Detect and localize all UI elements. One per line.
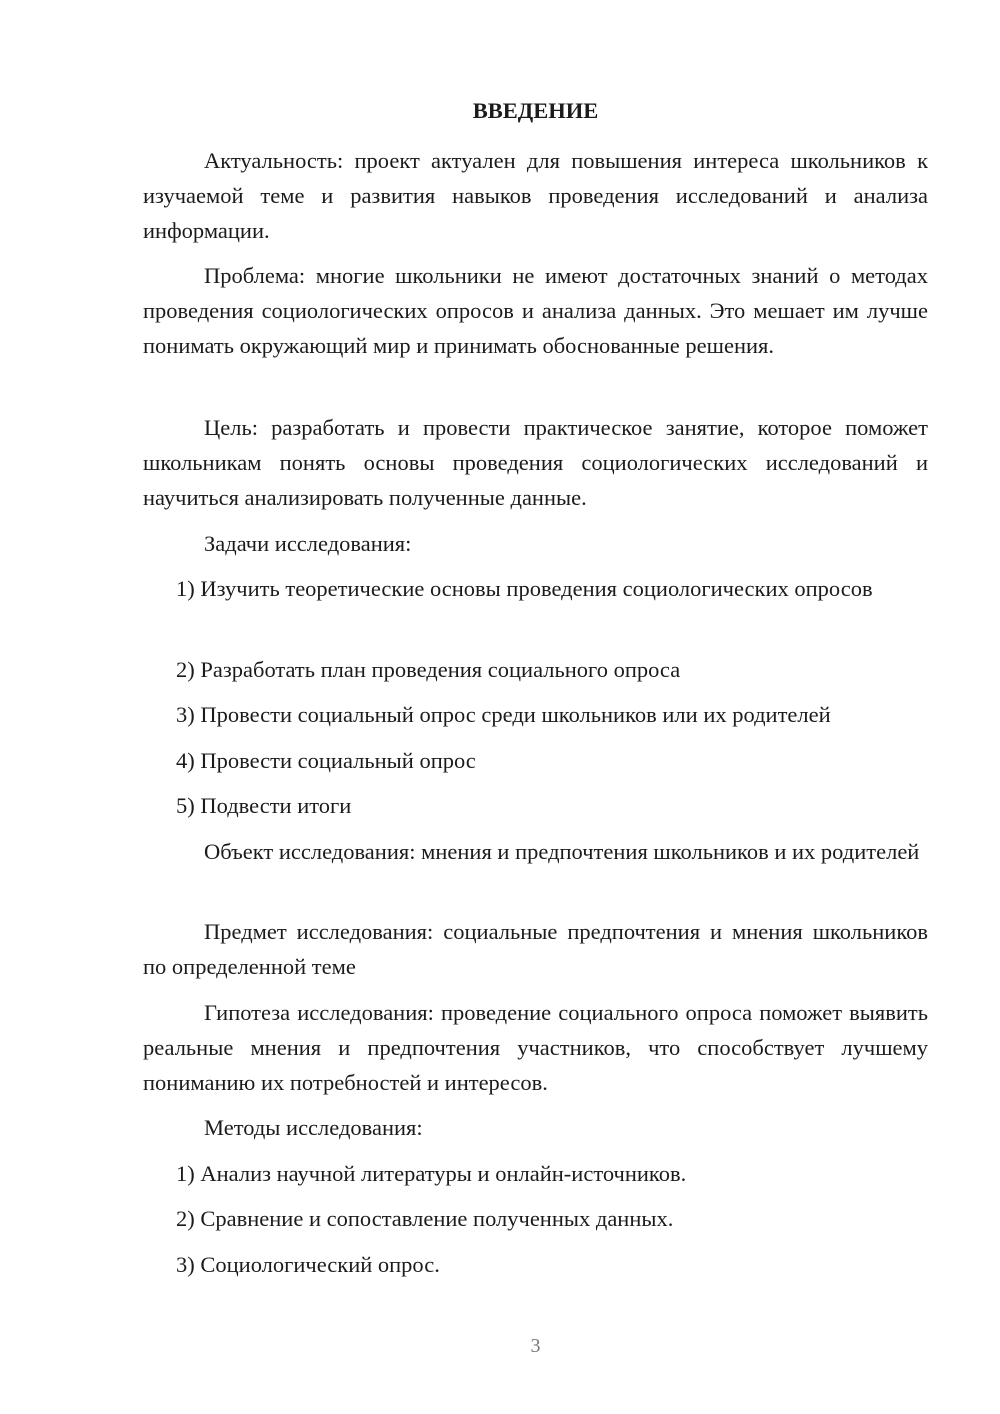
method-item: 3) Социологический опрос.	[176, 1252, 440, 1277]
method-item: 2) Сравнение и сопоставление полученных данных.	[176, 1206, 674, 1231]
goal-paragraph: Цель: разработать и провести практическое занятие, которое поможет школьникам понять основы проведения социологических исследований и научиться анализировать полученные данные.	[143, 415, 928, 510]
methods-heading: Методы исследования:	[204, 1115, 423, 1140]
task-item: 2) Разработать план проведения социального опроса	[176, 657, 681, 682]
task-item: 4) Провести социальный опрос	[176, 748, 476, 773]
task-item: 3) Провести социальный опрос среди школьников или их родителей	[176, 702, 831, 727]
task-item: 5) Подвести итоги	[176, 793, 352, 818]
subject-paragraph: Предмет исследования: социальные предпочтения и мнения школьников по определенной теме	[143, 919, 928, 979]
object-paragraph: Объект исследования: мнения и предпочтения школьников и их родителей	[204, 839, 920, 864]
problem-paragraph: Проблема: многие школьники не имеют достаточных знаний о методах проведения социологических опросов и анализа данных. Это мешает им лучше понимать окружающий мир и принимать обоснованные решения.	[143, 263, 928, 358]
hypothesis-paragraph: Гипотеза исследования: проведение социального опроса поможет выявить реальные мнения и предпочтения участников, что способствует лучшему пониманию их потребностей и интересов.	[143, 1000, 928, 1095]
task-item: 1) Изучить теоретические основы проведения социологических опросов	[176, 576, 873, 601]
method-item: 1) Анализ научной литературы и онлайн-источников.	[176, 1161, 687, 1186]
tasks-heading: Задачи исследования:	[204, 531, 412, 556]
page-title: ВВЕДЕНИЕ	[472, 98, 599, 123]
page-number: 3	[530, 1335, 541, 1357]
relevance-paragraph: Актуальность: проект актуален для повышения интереса школьников к изучаемой теме и развития навыков проведения исследований и анализа информации.	[143, 148, 928, 243]
